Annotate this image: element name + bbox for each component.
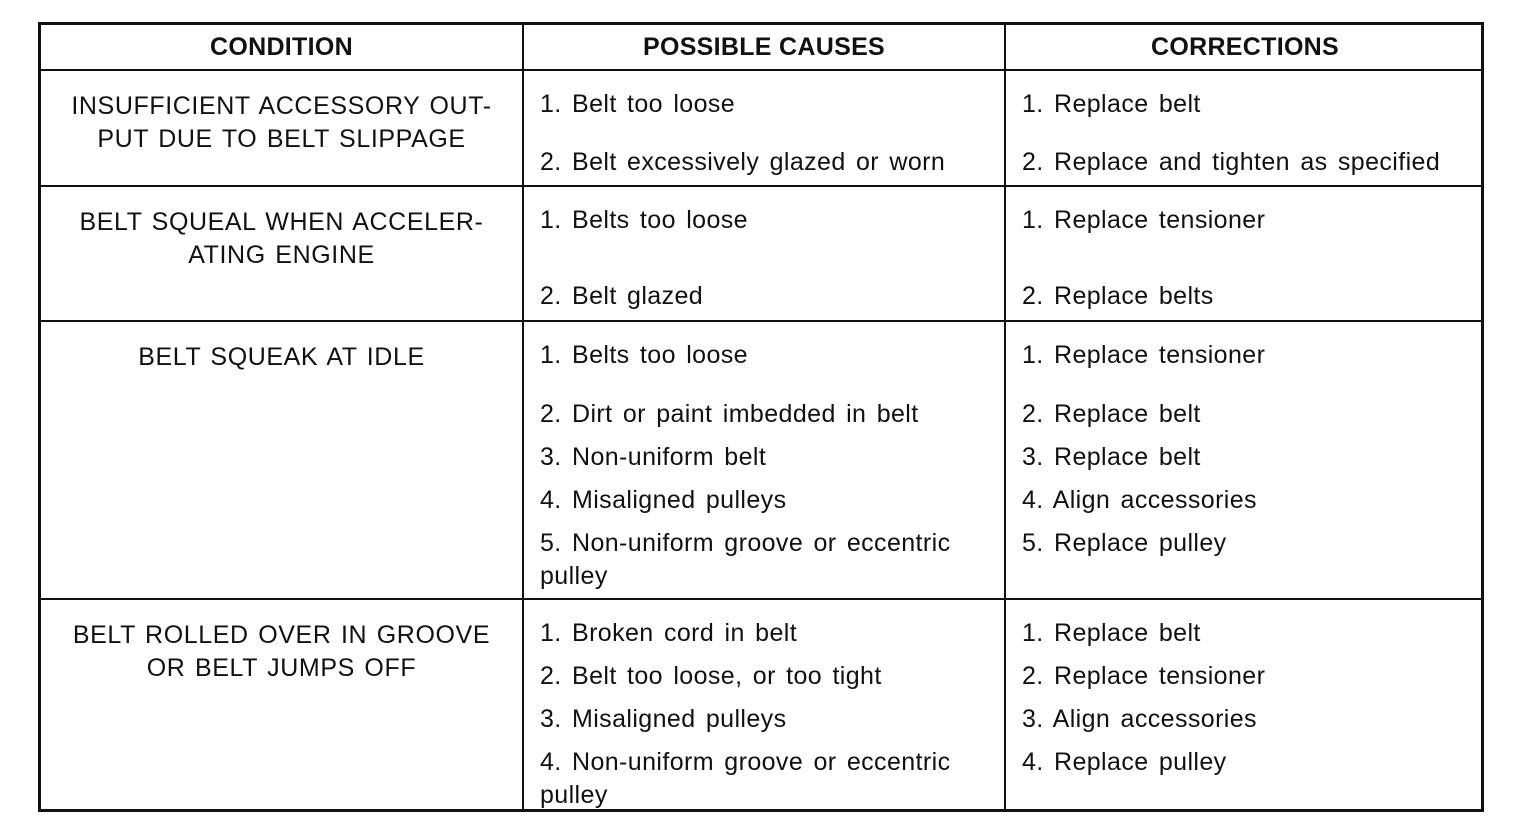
correction-item: 2. Replace and tighten as specified: [1022, 148, 1441, 176]
header-possible-causes: POSSIBLE CAUSES: [522, 25, 1004, 69]
cause-item: 1. Broken cord in belt: [540, 619, 798, 647]
causes-cell: [522, 600, 1004, 812]
cause-item: 2. Belt glazed: [540, 282, 704, 310]
cause-item: 3. Misaligned pulleys: [540, 705, 787, 733]
cause-item: 1. Belts too loose: [540, 341, 748, 369]
condition-line: PUT DUE TO BELT SLIPPAGE: [97, 125, 466, 153]
table-row: [41, 320, 1481, 598]
cause-item: 5. Non-uniform groove or eccentric pulley: [540, 529, 951, 590]
correction-item: 2. Replace tensioner: [1022, 662, 1266, 690]
condition-line: ATING ENGINE: [188, 241, 375, 269]
cause-item: 1. Belt too loose: [540, 90, 736, 118]
causes-cell: [522, 322, 1004, 598]
condition-line: OR BELT JUMPS OFF: [146, 654, 417, 682]
correction-item: 4. Replace pulley: [1022, 748, 1227, 776]
table-row: [41, 185, 1481, 320]
cause-item: 3. Non-uniform belt: [540, 443, 767, 471]
correction-item: 4. Align accessories: [1022, 486, 1257, 514]
cause-item: 2. Dirt or paint imbedded in belt: [540, 400, 919, 428]
correction-item: 3. Replace belt: [1022, 443, 1201, 471]
condition-line: INSUFFICIENT ACCESSORY OUT-: [71, 92, 492, 120]
cause-item: 4. Misaligned pulleys: [540, 486, 787, 514]
condition-cell: [41, 600, 522, 812]
header-condition: CONDITION: [210, 33, 353, 61]
condition-line: BELT ROLLED OVER IN GROOVE: [72, 621, 491, 649]
condition-cell: [41, 322, 522, 598]
causes-cell: [522, 187, 1004, 320]
header-corrections: CORRECTIONS: [1004, 25, 1484, 69]
corrections-cell: [1004, 71, 1484, 185]
cause-item: 1. Belts too loose: [540, 206, 748, 234]
table-row: [41, 598, 1481, 812]
corrections-cell: [1004, 187, 1484, 320]
troubleshooting-table: [38, 22, 1484, 812]
condition-cell: [41, 71, 522, 185]
condition-line: BELT SQUEAK AT IDLE: [138, 343, 425, 371]
correction-item: 2. Replace belt: [1022, 400, 1201, 428]
table-header-row: [41, 25, 1481, 69]
corrections-cell: [1004, 600, 1484, 812]
condition-cell: [41, 187, 522, 320]
correction-item: 1. Replace belt: [1022, 90, 1201, 118]
correction-item: 1. Replace tensioner: [1022, 206, 1266, 234]
table-row: [41, 69, 1481, 185]
correction-item: 2. Replace belts: [1022, 282, 1214, 310]
corrections-cell: [1004, 322, 1484, 598]
correction-item: 1. Replace belt: [1022, 619, 1201, 647]
condition-line: BELT SQUEAL WHEN ACCELER-: [79, 208, 484, 236]
cause-item: 4. Non-uniform groove or eccentric pulley: [540, 748, 951, 809]
correction-item: 3. Align accessories: [1022, 705, 1257, 733]
causes-cell: [522, 71, 1004, 185]
correction-item: 5. Replace pulley: [1022, 529, 1227, 557]
cause-item: 2. Belt excessively glazed or worn: [540, 148, 946, 176]
correction-item: 1. Replace tensioner: [1022, 341, 1266, 369]
cause-item: 2. Belt too loose, or too tight: [540, 662, 882, 690]
